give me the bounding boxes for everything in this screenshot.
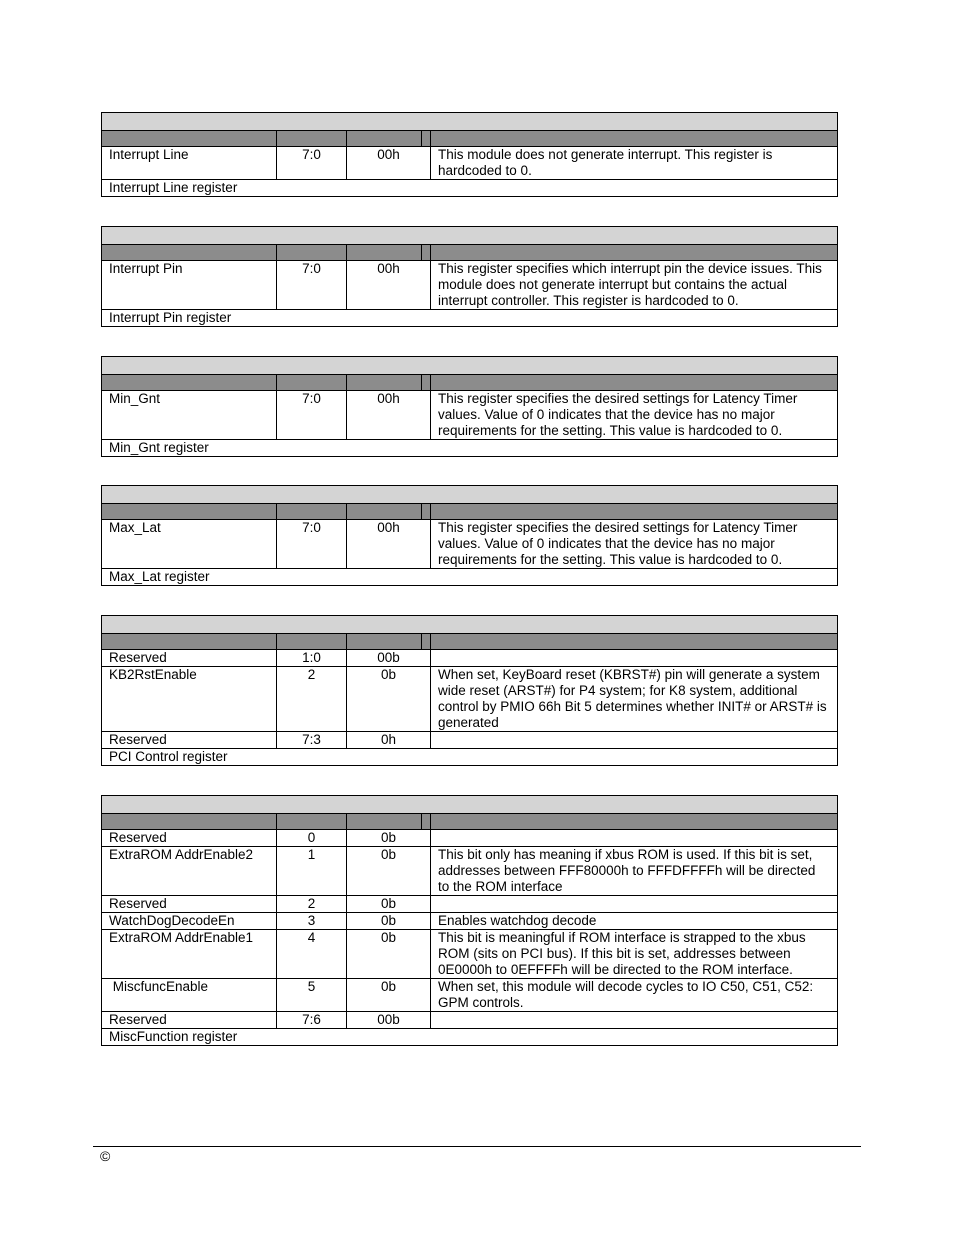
description: This bit is meaningful if ROM interface is strapped to the xbus ROM (sits on PCI bus). If this bit is set, addresses between 0E0000h to 0EFFFFh will be directed to the ROM interface. [431, 930, 838, 979]
field-name: KB2RstEnable [102, 667, 277, 732]
bits: 2 [277, 667, 347, 732]
table-header-bar [102, 131, 838, 147]
bits: 1 [277, 847, 347, 896]
table-header-bar [102, 375, 838, 391]
table-row [102, 930, 838, 979]
field-name: Reserved [102, 650, 277, 667]
default-value: 00h [347, 147, 431, 180]
field-name: Interrupt Line [102, 147, 277, 180]
description: This register specifies the desired settings for Latency Timer values. Value of 0 indicates that the device has no major requirements for the setting. This value is hardcoded to 0. [431, 391, 838, 440]
description [431, 896, 838, 913]
field-name: Min_Gnt [102, 391, 277, 440]
description: When set, this module will decode cycles to IO C50, C51, C52: GPM controls. [431, 979, 838, 1012]
field-name: ExtraROM AddrEnable1 [102, 930, 277, 979]
default-value: 00b [347, 650, 431, 667]
table-row [102, 1012, 838, 1029]
table-row [102, 913, 838, 930]
table-footer: MiscFunction register [102, 1029, 838, 1046]
table-footer: Interrupt Line register [102, 180, 838, 197]
table-title-bar [102, 486, 838, 504]
table-row [102, 391, 838, 440]
field-name: Reserved [102, 732, 277, 749]
description: This register specifies the desired settings for Latency Timer values. Value of 0 indicates that the device has no major requirements for the setting. This value is hardcoded to 0. [431, 520, 838, 569]
default-value: 0b [347, 830, 431, 847]
default-value: 0b [347, 896, 431, 913]
interrupt-line-table [101, 112, 838, 197]
default-value: 0b [347, 979, 431, 1012]
field-name: Reserved [102, 1012, 277, 1029]
bits: 7:3 [277, 732, 347, 749]
bits: 4 [277, 930, 347, 979]
bits: 0 [277, 830, 347, 847]
default-value: 0b [347, 847, 431, 896]
table-header-bar [102, 814, 838, 830]
table-footer: Max_Lat register [102, 569, 838, 586]
field-name: ExtraROM AddrEnable2 [102, 847, 277, 896]
default-value: 0b [347, 930, 431, 979]
table-title-bar [102, 796, 838, 814]
table-row [102, 732, 838, 749]
field-name: Reserved [102, 896, 277, 913]
table-row [102, 147, 838, 180]
table-row [102, 830, 838, 847]
table-footer: Min_Gnt register [102, 440, 838, 457]
table-header-bar [102, 245, 838, 261]
bits: 7:0 [277, 520, 347, 569]
min-gnt-table [101, 356, 838, 457]
table-title-bar [102, 357, 838, 375]
bits: 7:0 [277, 261, 347, 310]
bits: 5 [277, 979, 347, 1012]
table-title-bar [102, 616, 838, 634]
bits: 7:0 [277, 391, 347, 440]
description [431, 830, 838, 847]
default-value: 00h [347, 261, 431, 310]
field-name: Interrupt Pin [102, 261, 277, 310]
default-value: 00h [347, 520, 431, 569]
default-value: 00b [347, 1012, 431, 1029]
max-lat-table [101, 485, 838, 586]
interrupt-pin-table [101, 226, 838, 327]
pci-control-table [101, 615, 838, 766]
field-name: Max_Lat [102, 520, 277, 569]
description [431, 1012, 838, 1029]
table-row [102, 896, 838, 913]
default-value: 0b [347, 913, 431, 930]
description: This bit only has meaning if xbus ROM is used. If this bit is set, addresses between FFF80000h to FFFDFFFFh will be directed to the ROM interface [431, 847, 838, 896]
table-row [102, 520, 838, 569]
table-header-bar [102, 634, 838, 650]
table-footer: Interrupt Pin register [102, 310, 838, 327]
table-row [102, 847, 838, 896]
bits: 7:6 [277, 1012, 347, 1029]
bits: 1:0 [277, 650, 347, 667]
copyright-symbol: © [100, 1148, 111, 1164]
bits: 2 [277, 896, 347, 913]
default-value: 00h [347, 391, 431, 440]
footer-divider [93, 1146, 861, 1147]
table-row [102, 650, 838, 667]
table-title-bar [102, 227, 838, 245]
misc-function-table [101, 795, 838, 1046]
table-footer: PCI Control register [102, 749, 838, 766]
table-row [102, 979, 838, 1012]
field-name: MiscfuncEnable [102, 979, 277, 1012]
default-value: 0h [347, 732, 431, 749]
bits: 3 [277, 913, 347, 930]
description: This module does not generate interrupt. This register is hardcoded to 0. [431, 147, 838, 180]
table-row [102, 261, 838, 310]
field-name: Reserved [102, 830, 277, 847]
description: When set, KeyBoard reset (KBRST#) pin will generate a system wide reset (ARST#) for P4 system; for K8 system, additional control by PMIO 66h Bit 5 determines whether INIT# or ARST# is generated [431, 667, 838, 732]
table-title-bar [102, 113, 838, 131]
description [431, 650, 838, 667]
table-header-bar [102, 504, 838, 520]
bits: 7:0 [277, 147, 347, 180]
description: Enables watchdog decode [431, 913, 838, 930]
default-value: 0b [347, 667, 431, 732]
table-row [102, 667, 838, 732]
description [431, 732, 838, 749]
field-name: WatchDogDecodeEn [102, 913, 277, 930]
description: This register specifies which interrupt pin the device issues. This module does not generate interrupt but contains the actual interrupt controller. This register is hardcoded to 0. [431, 261, 838, 310]
